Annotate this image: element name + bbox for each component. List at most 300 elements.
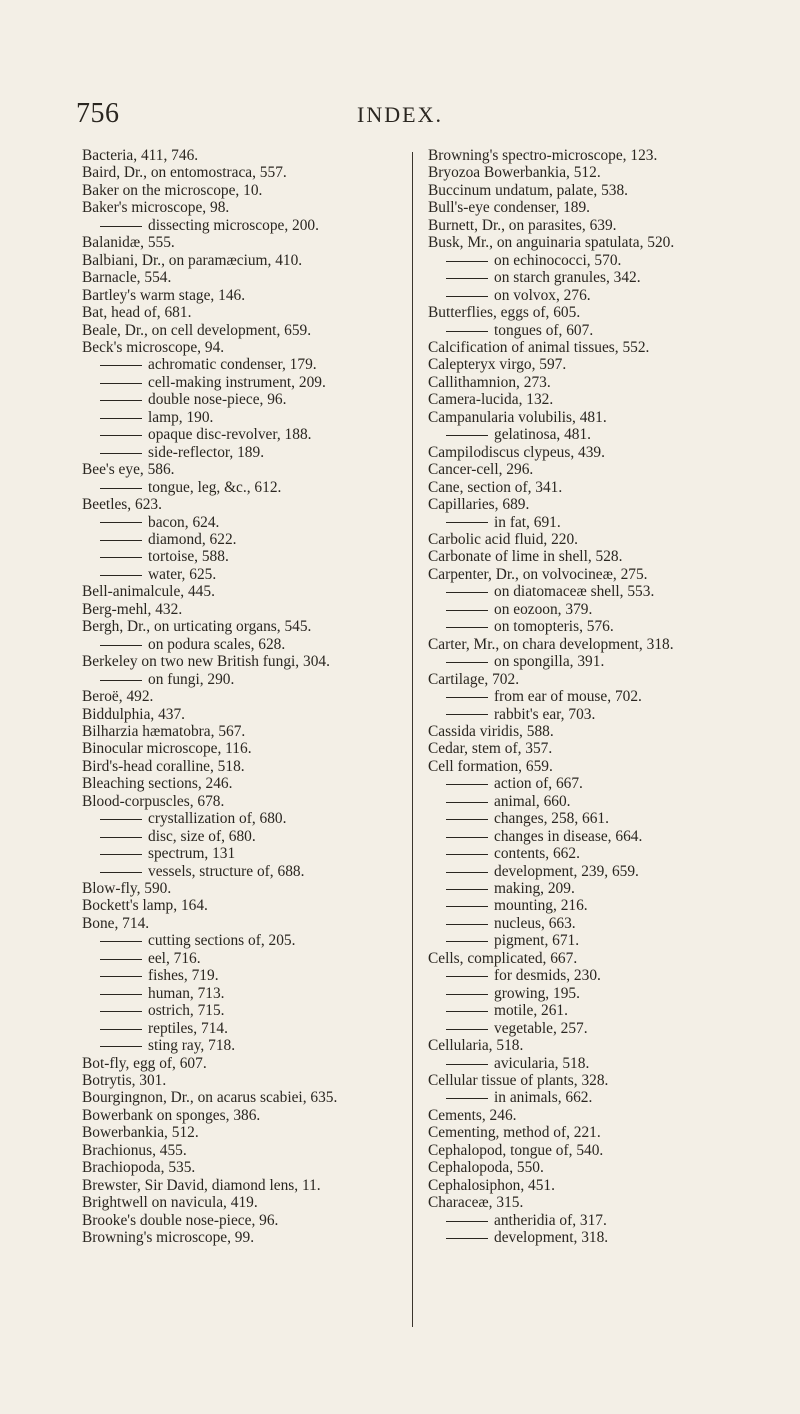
index-subentry bbox=[428, 706, 743, 723]
index-subentry bbox=[428, 583, 743, 600]
entry-text: on starch granules, 342. bbox=[494, 269, 641, 287]
entry-text: Baird, Dr., on entomostraca, 557. bbox=[82, 164, 287, 182]
ditto-dash bbox=[446, 941, 488, 942]
entry-text: Balbiani, Dr., on paramæcium, 410. bbox=[82, 251, 303, 269]
entry-text: Brooke's double nose-piece, 96. bbox=[82, 1211, 279, 1229]
index-entry bbox=[82, 880, 397, 897]
index-subentry bbox=[428, 287, 743, 304]
entry-text: Browning's microscope, 99. bbox=[82, 1229, 255, 1247]
entry-text: Carter, Mr., on chara development, 318. bbox=[428, 635, 674, 653]
index-entry bbox=[428, 479, 743, 496]
ditto-dash bbox=[100, 575, 142, 576]
entry-text: Bourgingnon, Dr., on acarus scabiei, 635. bbox=[82, 1089, 338, 1107]
entry-text: spectrum, 131 bbox=[148, 845, 236, 863]
ditto-dash bbox=[100, 1046, 142, 1047]
entry-text: eel, 716. bbox=[148, 949, 201, 967]
entry-text: Camera-lucida, 132. bbox=[428, 391, 554, 409]
ditto-dash bbox=[100, 557, 142, 558]
ditto-dash bbox=[446, 261, 488, 262]
ditto-dash bbox=[100, 540, 142, 541]
entry-text: Bockett's lamp, 164. bbox=[82, 897, 208, 915]
ditto-dash bbox=[446, 837, 488, 838]
index-entry bbox=[428, 339, 743, 356]
entry-text: reptiles, 714. bbox=[148, 1019, 228, 1037]
index-subentry bbox=[428, 269, 743, 286]
entry-text: rabbit's ear, 703. bbox=[494, 705, 596, 723]
index-subentry bbox=[82, 514, 397, 531]
index-subentry bbox=[82, 531, 397, 548]
entry-text: Brachionus, 455. bbox=[82, 1141, 187, 1159]
index-subentry bbox=[82, 810, 397, 827]
index-subentry bbox=[82, 950, 397, 967]
index-subentry bbox=[428, 426, 743, 443]
ditto-dash bbox=[446, 1238, 488, 1239]
entry-text: fishes, 719. bbox=[148, 967, 219, 985]
entry-text: gelatinosa, 481. bbox=[494, 426, 592, 444]
index-subentry bbox=[82, 845, 397, 862]
index-entry bbox=[428, 391, 743, 408]
index-entry bbox=[428, 758, 743, 775]
entry-text: Campilodiscus clypeus, 439. bbox=[428, 443, 605, 461]
entry-text: mounting, 216. bbox=[494, 897, 588, 915]
index-subentry bbox=[428, 514, 743, 531]
index-subentry bbox=[82, 391, 397, 408]
entry-text: Carbonate of lime in shell, 528. bbox=[428, 548, 623, 566]
entry-text: Browning's spectro-microscope, 123. bbox=[428, 147, 658, 164]
ditto-dash bbox=[446, 714, 488, 715]
index-entry bbox=[82, 653, 397, 670]
index-entry bbox=[428, 356, 743, 373]
index-entry bbox=[82, 1194, 397, 1211]
entry-text: human, 713. bbox=[148, 984, 225, 1002]
entry-text: on fungi, 290. bbox=[148, 670, 235, 688]
index-subentry bbox=[428, 618, 743, 635]
index-subentry bbox=[82, 409, 397, 426]
index-entry bbox=[428, 531, 743, 548]
index-subentry bbox=[82, 444, 397, 461]
ditto-dash bbox=[100, 383, 142, 384]
ditto-dash bbox=[446, 278, 488, 279]
ditto-dash bbox=[100, 680, 142, 681]
index-subentry bbox=[428, 897, 743, 914]
index-subentry bbox=[428, 880, 743, 897]
index-subentry bbox=[82, 671, 397, 688]
index-entry bbox=[82, 1107, 397, 1124]
index-subentry bbox=[428, 601, 743, 618]
entry-text: Carpenter, Dr., on volvocineæ, 275. bbox=[428, 565, 648, 583]
entry-text: lamp, 190. bbox=[148, 408, 214, 426]
entry-text: Cell formation, 659. bbox=[428, 757, 553, 775]
index-column-left bbox=[82, 147, 397, 1247]
page-title: INDEX. bbox=[357, 102, 443, 127]
index-entry bbox=[428, 740, 743, 757]
entry-text: on volvox, 276. bbox=[494, 286, 591, 304]
index-entry bbox=[82, 1124, 397, 1141]
ditto-dash bbox=[446, 1011, 488, 1012]
ditto-dash bbox=[446, 331, 488, 332]
index-entry bbox=[428, 304, 743, 321]
index-entry bbox=[428, 461, 743, 478]
index-entry bbox=[82, 461, 397, 478]
index-entry bbox=[428, 548, 743, 565]
index-subentry bbox=[82, 1020, 397, 1037]
entry-text: Cancer-cell, 296. bbox=[428, 461, 534, 479]
index-entry bbox=[82, 897, 397, 914]
entry-text: Berkeley on two new British fungi, 304. bbox=[82, 653, 330, 671]
ditto-dash bbox=[446, 662, 488, 663]
index-entry bbox=[82, 1072, 397, 1089]
ditto-dash bbox=[100, 645, 142, 646]
index-entry bbox=[428, 723, 743, 740]
entry-text: Capillaries, 689. bbox=[428, 496, 530, 514]
entry-text: tongue, leg, &c., 612. bbox=[148, 478, 282, 496]
entry-text: Beroë, 492. bbox=[82, 688, 154, 706]
entry-text: Baker on the microscope, 10. bbox=[82, 181, 263, 199]
index-subentry bbox=[428, 653, 743, 670]
ditto-dash bbox=[446, 1064, 488, 1065]
index-subentry bbox=[82, 566, 397, 583]
ditto-dash bbox=[100, 365, 142, 366]
entry-text: disc, size of, 680. bbox=[148, 827, 256, 845]
ditto-dash bbox=[100, 400, 142, 401]
index-entry bbox=[428, 1124, 743, 1141]
index-entry bbox=[428, 444, 743, 461]
entry-text: sting ray, 718. bbox=[148, 1037, 236, 1055]
ditto-dash bbox=[446, 627, 488, 628]
index-entry bbox=[428, 199, 743, 216]
entry-text: opaque disc-revolver, 188. bbox=[148, 426, 312, 444]
index-entry bbox=[82, 688, 397, 705]
entry-text: Bird's-head coralline, 518. bbox=[82, 757, 245, 775]
entry-text: Bull's-eye condenser, 189. bbox=[428, 199, 591, 217]
entry-text: Cells, complicated, 667. bbox=[428, 949, 578, 967]
entry-text: in animals, 662. bbox=[494, 1089, 593, 1107]
ditto-dash bbox=[446, 924, 488, 925]
index-subentry bbox=[82, 985, 397, 1002]
entry-text: dissecting microscope, 200. bbox=[148, 216, 319, 234]
entry-text: Buccinum undatum, palate, 538. bbox=[428, 181, 629, 199]
index-entry bbox=[82, 1229, 397, 1246]
ditto-dash bbox=[446, 1098, 488, 1099]
index-entry bbox=[82, 601, 397, 618]
index-subentry bbox=[428, 828, 743, 845]
index-entry bbox=[82, 182, 397, 199]
index-subentry bbox=[82, 426, 397, 443]
index-entry bbox=[428, 147, 743, 164]
index-entry bbox=[82, 758, 397, 775]
index-subentry bbox=[82, 1002, 397, 1019]
index-entry bbox=[428, 671, 743, 688]
index-subentry bbox=[428, 1020, 743, 1037]
ditto-dash bbox=[446, 819, 488, 820]
index-subentry bbox=[428, 322, 743, 339]
entry-text: Cassida viridis, 588. bbox=[428, 722, 554, 740]
entry-text: vessels, structure of, 688. bbox=[148, 862, 305, 880]
entry-text: making, 209. bbox=[494, 880, 575, 898]
index-entry bbox=[428, 409, 743, 426]
index-entry bbox=[428, 566, 743, 583]
entry-text: Busk, Mr., on anguinaria spatulata, 520. bbox=[428, 234, 675, 252]
entry-text: Beck's microscope, 94. bbox=[82, 338, 225, 356]
entry-text: changes, 258, 661. bbox=[494, 810, 609, 828]
index-entry bbox=[428, 1037, 743, 1054]
entry-text: achromatic condenser, 179. bbox=[148, 356, 317, 374]
entry-text: tongues of, 607. bbox=[494, 321, 594, 339]
index-entry bbox=[82, 339, 397, 356]
entry-text: Cellularia, 518. bbox=[428, 1037, 524, 1055]
index-entry bbox=[82, 322, 397, 339]
entry-text: Bergh, Dr., on urticating organs, 545. bbox=[82, 618, 312, 636]
entry-text: tortoise, 588. bbox=[148, 548, 229, 566]
entry-text: on podura scales, 628. bbox=[148, 635, 286, 653]
entry-text: avicularia, 518. bbox=[494, 1054, 590, 1072]
index-subentry bbox=[82, 828, 397, 845]
index-subentry bbox=[82, 479, 397, 496]
index-subentry bbox=[428, 845, 743, 862]
ditto-dash bbox=[446, 889, 488, 890]
entry-text: Binocular microscope, 116. bbox=[82, 740, 252, 758]
entry-text: Brewster, Sir David, diamond lens, 11. bbox=[82, 1176, 321, 1194]
index-entry bbox=[428, 950, 743, 967]
entry-text: Bowerbankia, 512. bbox=[82, 1124, 199, 1142]
index-entry bbox=[428, 1072, 743, 1089]
entry-text: Bryozoa Bowerbankia, 512. bbox=[428, 164, 601, 182]
ditto-dash bbox=[100, 453, 142, 454]
index-subentry bbox=[428, 1055, 743, 1072]
entry-text: Bot-fly, egg of, 607. bbox=[82, 1054, 207, 1072]
ditto-dash bbox=[100, 994, 142, 995]
index-entry bbox=[82, 1089, 397, 1106]
index-subentry bbox=[82, 356, 397, 373]
index-entry bbox=[82, 252, 397, 269]
index-entry bbox=[82, 1142, 397, 1159]
index-entry bbox=[82, 234, 397, 251]
ditto-dash bbox=[100, 522, 142, 523]
index-entry bbox=[82, 618, 397, 635]
entry-text: Cedar, stem of, 357. bbox=[428, 740, 553, 758]
ditto-dash bbox=[446, 592, 488, 593]
entry-text: Brachiopoda, 535. bbox=[82, 1159, 196, 1177]
entry-text: Calcification of animal tissues, 552. bbox=[428, 338, 650, 356]
entry-text: Barnacle, 554. bbox=[82, 269, 172, 287]
index-subentry bbox=[428, 793, 743, 810]
entry-text: Carbolic acid fluid, 220. bbox=[428, 530, 579, 548]
ditto-dash bbox=[100, 488, 142, 489]
entry-text: on spongilla, 391. bbox=[494, 653, 605, 671]
ditto-dash bbox=[446, 802, 488, 803]
entry-text: development, 239, 659. bbox=[494, 862, 639, 880]
entry-text: Bell-animalcule, 445. bbox=[82, 583, 215, 601]
index-entry bbox=[428, 1159, 743, 1176]
ditto-dash bbox=[446, 1221, 488, 1222]
ditto-dash bbox=[446, 296, 488, 297]
entry-text: Biddulphia, 437. bbox=[82, 705, 186, 723]
index-entry bbox=[82, 1212, 397, 1229]
index-subentry bbox=[82, 932, 397, 949]
index-subentry bbox=[82, 636, 397, 653]
index-entry bbox=[82, 1159, 397, 1176]
entry-text: diamond, 622. bbox=[148, 530, 237, 548]
index-subentry bbox=[428, 1002, 743, 1019]
index-entry bbox=[82, 269, 397, 286]
index-entry bbox=[428, 1107, 743, 1124]
index-column-right bbox=[428, 147, 743, 1247]
index-entry bbox=[82, 304, 397, 321]
entry-text: bacon, 624. bbox=[148, 513, 220, 531]
entry-text: cutting sections of, 205. bbox=[148, 932, 296, 950]
entry-text: from ear of mouse, 702. bbox=[494, 688, 642, 706]
entry-text: Brightwell on navicula, 419. bbox=[82, 1194, 258, 1212]
entry-text: Cephalopod, tongue of, 540. bbox=[428, 1141, 604, 1159]
ditto-dash bbox=[446, 976, 488, 977]
entry-text: nucleus, 663. bbox=[494, 914, 576, 932]
entry-text: Cements, 246. bbox=[428, 1106, 517, 1124]
entry-text: Cartilage, 702. bbox=[428, 670, 520, 688]
index-subentry bbox=[82, 217, 397, 234]
entry-text: Blow-fly, 590. bbox=[82, 880, 172, 898]
entry-text: pigment, 671. bbox=[494, 932, 580, 950]
ditto-dash bbox=[100, 959, 142, 960]
entry-text: Bacteria, 411, 746. bbox=[82, 147, 199, 164]
page-header bbox=[0, 98, 800, 138]
index-entry bbox=[428, 1177, 743, 1194]
entry-text: Blood-corpuscles, 678. bbox=[82, 792, 225, 810]
index-subentry bbox=[82, 374, 397, 391]
entry-text: motile, 261. bbox=[494, 1002, 568, 1020]
entry-text: for desmids, 230. bbox=[494, 967, 601, 985]
ditto-dash bbox=[446, 872, 488, 873]
ditto-dash bbox=[100, 819, 142, 820]
index-subentry bbox=[428, 1212, 743, 1229]
ditto-dash bbox=[446, 994, 488, 995]
index-subentry bbox=[428, 1229, 743, 1246]
index-entry bbox=[428, 636, 743, 653]
entry-text: on diatomaceæ shell, 553. bbox=[494, 583, 655, 601]
entry-text: cell-making instrument, 209. bbox=[148, 373, 326, 391]
index-entry bbox=[82, 147, 397, 164]
index-entry bbox=[82, 199, 397, 216]
entry-text: on echinococci, 570. bbox=[494, 251, 622, 269]
entry-text: Beetles, 623. bbox=[82, 496, 162, 514]
index-subentry bbox=[428, 810, 743, 827]
entry-text: Butterflies, eggs of, 605. bbox=[428, 304, 581, 322]
entry-text: action of, 667. bbox=[494, 775, 583, 793]
entry-text: double nose-piece, 96. bbox=[148, 391, 287, 409]
entry-text: on eozoon, 379. bbox=[494, 600, 593, 618]
entry-text: Cephalosiphon, 451. bbox=[428, 1176, 555, 1194]
index-entry bbox=[82, 775, 397, 792]
index-entry bbox=[428, 496, 743, 513]
index-entry bbox=[428, 1142, 743, 1159]
entry-text: Calepteryx virgo, 597. bbox=[428, 356, 567, 374]
index-entry bbox=[82, 287, 397, 304]
index-entry bbox=[82, 1055, 397, 1072]
ditto-dash bbox=[100, 854, 142, 855]
index-subentry bbox=[82, 1037, 397, 1054]
index-entry bbox=[428, 374, 743, 391]
index-subentry bbox=[82, 863, 397, 880]
entry-text: Bartley's warm stage, 146. bbox=[82, 286, 246, 304]
index-entry bbox=[428, 164, 743, 181]
entry-text: contents, 662. bbox=[494, 845, 580, 863]
entry-text: ostrich, 715. bbox=[148, 1002, 225, 1020]
entry-text: Campanularia volubilis, 481. bbox=[428, 408, 607, 426]
entry-text: Bone, 714. bbox=[82, 914, 150, 932]
index-entry bbox=[82, 915, 397, 932]
ditto-dash bbox=[100, 872, 142, 873]
entry-text: Characeæ, 315. bbox=[428, 1194, 524, 1212]
entry-text: side-reflector, 189. bbox=[148, 443, 265, 461]
entry-text: antheridia of, 317. bbox=[494, 1211, 607, 1229]
entry-text: Cephalopoda, 550. bbox=[428, 1159, 544, 1177]
ditto-dash bbox=[446, 697, 488, 698]
index-entry bbox=[428, 182, 743, 199]
index-subentry bbox=[428, 985, 743, 1002]
entry-text: Cane, section of, 341. bbox=[428, 478, 563, 496]
entry-text: Baker's microscope, 98. bbox=[82, 199, 230, 217]
ditto-dash bbox=[100, 226, 142, 227]
entry-text: growing, 195. bbox=[494, 984, 580, 1002]
ditto-dash bbox=[446, 906, 488, 907]
index-subentry bbox=[428, 688, 743, 705]
ditto-dash bbox=[100, 418, 142, 419]
entry-text: Berg-mehl, 432. bbox=[82, 600, 183, 618]
ditto-dash bbox=[446, 854, 488, 855]
entry-text: crystallization of, 680. bbox=[148, 810, 287, 828]
entry-text: on tomopteris, 576. bbox=[494, 618, 614, 636]
entry-text: vegetable, 257. bbox=[494, 1019, 588, 1037]
index-subentry bbox=[428, 915, 743, 932]
ditto-dash bbox=[446, 1029, 488, 1030]
column-divider bbox=[412, 152, 413, 1327]
entry-text: animal, 660. bbox=[494, 792, 571, 810]
entry-text: Botrytis, 301. bbox=[82, 1072, 167, 1090]
index-subentry bbox=[428, 932, 743, 949]
index-entry bbox=[82, 723, 397, 740]
ditto-dash bbox=[446, 522, 488, 523]
index-entry bbox=[82, 583, 397, 600]
index-entry bbox=[82, 164, 397, 181]
ditto-dash bbox=[100, 1029, 142, 1030]
index-subentry bbox=[428, 252, 743, 269]
entry-text: Cellular tissue of plants, 328. bbox=[428, 1072, 609, 1090]
ditto-dash bbox=[446, 784, 488, 785]
index-entry bbox=[82, 496, 397, 513]
entry-text: Bowerbank on sponges, 386. bbox=[82, 1106, 261, 1124]
entry-text: water, 625. bbox=[148, 565, 217, 583]
ditto-dash bbox=[100, 1011, 142, 1012]
index-entry bbox=[82, 740, 397, 757]
entry-text: in fat, 691. bbox=[494, 513, 561, 531]
ditto-dash bbox=[446, 610, 488, 611]
index-subentry bbox=[428, 775, 743, 792]
index-entry bbox=[428, 234, 743, 251]
ditto-dash bbox=[100, 941, 142, 942]
page-number: 756 bbox=[76, 98, 120, 129]
entry-text: Beale, Dr., on cell development, 659. bbox=[82, 321, 312, 339]
entry-text: Bleaching sections, 246. bbox=[82, 775, 233, 793]
ditto-dash bbox=[446, 435, 488, 436]
index-entry bbox=[428, 217, 743, 234]
entry-text: Bee's eye, 586. bbox=[82, 461, 175, 479]
entry-text: Callithamnion, 273. bbox=[428, 373, 551, 391]
entry-text: Cementing, method of, 221. bbox=[428, 1124, 601, 1142]
ditto-dash bbox=[100, 976, 142, 977]
ditto-dash bbox=[100, 837, 142, 838]
index-entry bbox=[82, 793, 397, 810]
entry-text: Bat, head of, 681. bbox=[82, 304, 192, 322]
index-subentry bbox=[428, 1089, 743, 1106]
